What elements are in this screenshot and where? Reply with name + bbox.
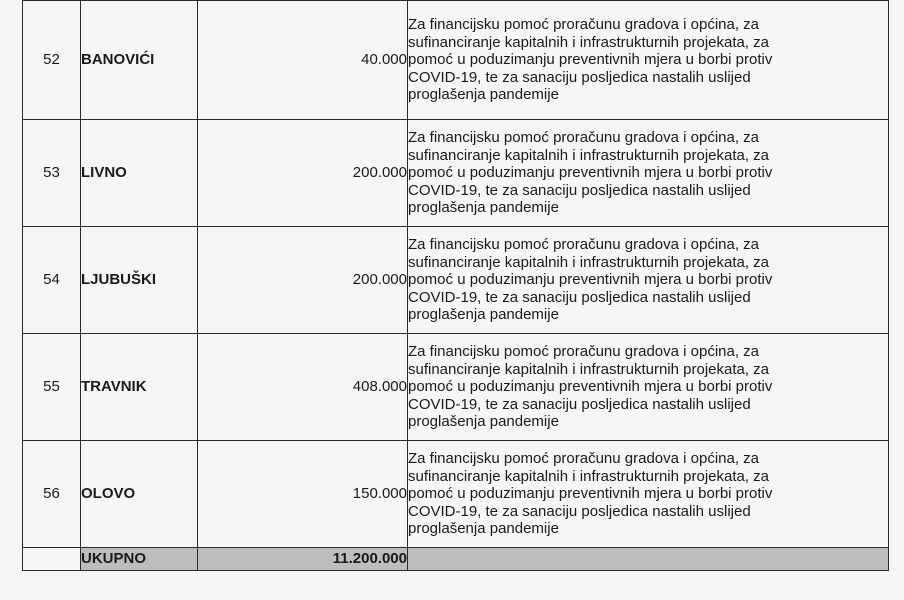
municipality-name: TRAVNIK xyxy=(81,334,198,441)
description-line: COVID-19, te za sanaciju posljedica nastalih uslijed xyxy=(408,68,751,86)
allocation-table xyxy=(22,0,889,571)
description-line: Za financijsku pomoć proračunu gradova i općina, za xyxy=(408,343,760,361)
description-line: Za financijsku pomoć proračunu gradova i općina, za xyxy=(408,16,760,34)
row-number: 53 xyxy=(23,120,81,227)
description-line: Za financijsku pomoć proračunu gradova i općina, za xyxy=(408,236,760,254)
row-number: 54 xyxy=(23,227,81,334)
description-line: sufinanciranje kapitalnih i infrastrukturnih projekata, za xyxy=(408,33,770,51)
purpose-description xyxy=(408,334,889,441)
description-line: COVID-19, te za sanaciju posljedica nastalih uslijed xyxy=(408,181,751,199)
description-line: proglašenja pandemije xyxy=(408,520,559,538)
table-row xyxy=(23,441,889,548)
table-row xyxy=(23,227,889,334)
table-body xyxy=(23,1,889,571)
amount-value: 40.000 xyxy=(198,1,408,120)
total-row xyxy=(23,548,889,571)
municipality-name: OLOVO xyxy=(81,441,198,548)
description-line: sufinanciranje kapitalnih i infrastrukturnih projekata, za xyxy=(408,146,770,164)
description-line: pomoć u poduzimanju preventivnih mjera u borbi protiv xyxy=(408,271,773,289)
description-line: pomoć u poduzimanju preventivnih mjera u borbi protiv xyxy=(408,164,773,182)
municipality-name: BANOVIĆI xyxy=(81,1,198,120)
purpose-description xyxy=(408,1,889,120)
description-line: sufinanciranje kapitalnih i infrastrukturnih projekata, za xyxy=(408,467,770,485)
row-number: 56 xyxy=(23,441,81,548)
row-number: 52 xyxy=(23,1,81,120)
row-number: 55 xyxy=(23,334,81,441)
municipality-name: LJUBUŠKI xyxy=(81,227,198,334)
description-line: proglašenja pandemije xyxy=(408,199,559,217)
description-line: proglašenja pandemije xyxy=(408,413,559,431)
table-row xyxy=(23,120,889,227)
purpose-description xyxy=(408,441,889,548)
description-line: proglašenja pandemije xyxy=(408,306,559,324)
municipality-name: LIVNO xyxy=(81,120,198,227)
description-line: pomoć u poduzimanju preventivnih mjera u borbi protiv xyxy=(408,378,773,396)
description-line: sufinanciranje kapitalnih i infrastrukturnih projekata, za xyxy=(408,253,770,271)
description-line: Za financijsku pomoć proračunu gradova i općina, za xyxy=(408,450,760,468)
total-label: UKUPNO xyxy=(81,548,198,571)
description-line: sufinanciranje kapitalnih i infrastrukturnih projekata, za xyxy=(408,360,770,378)
description-line: Za financijsku pomoć proračunu gradova i općina, za xyxy=(408,129,760,147)
table-row xyxy=(23,1,889,120)
amount-value: 150.000 xyxy=(198,441,408,548)
purpose-description xyxy=(408,227,889,334)
description-line: pomoć u poduzimanju preventivnih mjera u borbi protiv xyxy=(408,485,773,503)
amount-value: 200.000 xyxy=(198,120,408,227)
description-line: COVID-19, te za sanaciju posljedica nastalih uslijed xyxy=(408,502,751,520)
description-line: proglašenja pandemije xyxy=(408,86,559,104)
total-spacer-cell xyxy=(23,548,81,571)
description-line: COVID-19, te za sanaciju posljedica nastalih uslijed xyxy=(408,288,751,306)
total-amount: 11.200.000 xyxy=(198,548,408,571)
amount-value: 200.000 xyxy=(198,227,408,334)
amount-value: 408.000 xyxy=(198,334,408,441)
table-row xyxy=(23,334,889,441)
description-line: pomoć u poduzimanju preventivnih mjera u borbi protiv xyxy=(408,51,773,69)
total-description-cell xyxy=(408,548,889,571)
description-line: COVID-19, te za sanaciju posljedica nastalih uslijed xyxy=(408,395,751,413)
purpose-description xyxy=(408,120,889,227)
